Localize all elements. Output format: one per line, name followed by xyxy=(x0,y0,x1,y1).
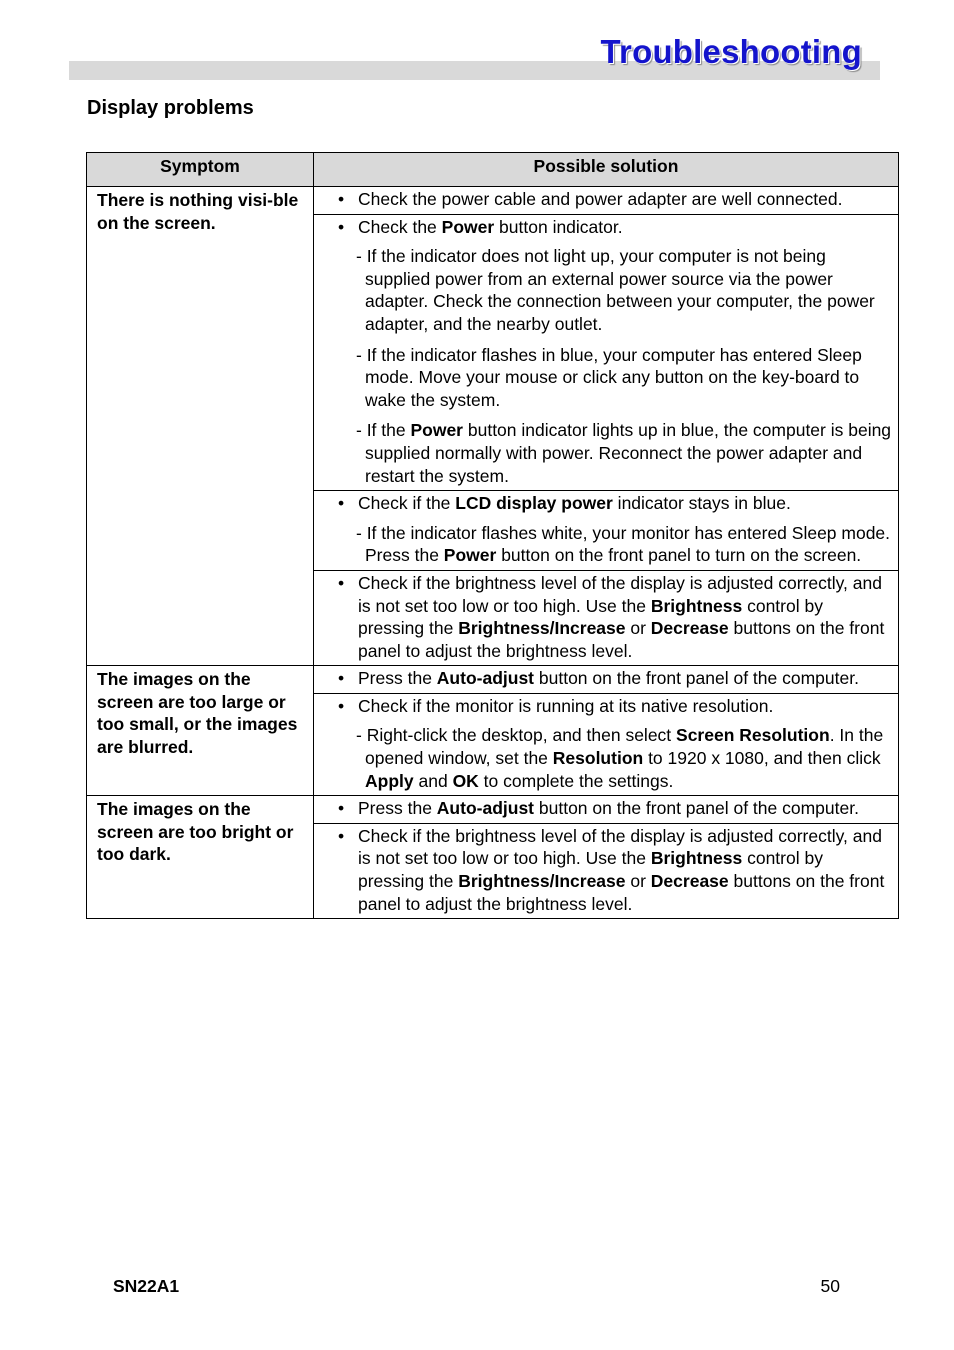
bold-term: Auto-adjust xyxy=(436,798,535,819)
solution-bullet xyxy=(337,492,892,515)
text-run: button on the front panel of the computer. xyxy=(534,798,859,819)
text-run: indicator stays in blue. xyxy=(612,493,791,514)
table-row xyxy=(87,187,899,215)
page-number: 50 xyxy=(820,1276,840,1296)
text-run: control by pressing the xyxy=(358,848,823,892)
solution-bullet xyxy=(337,797,892,820)
text-run: button indicator lights up in blue, the computer is being supplied normally with power. Reconnect the power adapter and restart the system. xyxy=(365,420,892,486)
text-run: - If the xyxy=(356,420,411,441)
bold-term: Brightness xyxy=(650,595,743,616)
text-run: button on the front panel of the computer. xyxy=(534,668,859,689)
troubleshooting-table xyxy=(86,152,899,919)
section-title: Display problems xyxy=(87,97,254,119)
solution-cell xyxy=(314,666,899,694)
text-run: buttons on the front panel to adjust the brightness level. xyxy=(358,618,885,661)
text-run: to complete the settings. xyxy=(478,770,674,791)
column-header-solution: Possible solution xyxy=(314,153,899,187)
table-row xyxy=(87,666,899,694)
table-row xyxy=(87,796,899,824)
bold-term: Power xyxy=(410,420,463,441)
bold-term: Screen Resolution xyxy=(676,725,830,746)
bold-term: Brightness/Increase xyxy=(458,618,626,639)
text-run: Check if the brightness level of the display is adjusted correctly, and is not set too low or too high. Use the xyxy=(358,572,882,616)
solution-cell xyxy=(314,823,899,918)
bold-term: Decrease xyxy=(650,871,729,892)
table-header-row xyxy=(87,153,899,187)
text-run: button on the front panel to turn on the screen. xyxy=(496,545,862,566)
solution-detail xyxy=(356,344,892,412)
solution-detail xyxy=(356,724,892,792)
text-run: buttons on the front panel to adjust the brightness level. xyxy=(358,871,885,914)
table-body xyxy=(87,187,899,919)
solution-cell xyxy=(314,187,899,215)
text-run: - If the indicator flashes white, your monitor has entered Sleep mode. Press the xyxy=(356,522,891,566)
text-run: Check if the brightness level of the display is adjusted correctly, and is not set too low or too high. Use the xyxy=(358,825,882,869)
solution-cell xyxy=(314,796,899,824)
text-run: or xyxy=(625,618,651,639)
text-run: and xyxy=(413,770,453,791)
bold-term: Auto-adjust xyxy=(436,668,535,689)
bold-term: LCD display power xyxy=(455,493,613,514)
page-title: Troubleshooting xyxy=(600,33,862,70)
model-number: SN22A1 xyxy=(113,1276,180,1296)
text-run: to 1920 x 1080, and then click xyxy=(643,748,881,769)
text-run: - If the indicator flashes in blue, your computer has entered Sleep mode. Move your mouse or click any button on the key-board to wake the system. xyxy=(356,344,862,410)
text-run: Press the xyxy=(358,668,437,689)
bold-term: OK xyxy=(452,770,479,791)
bold-term: Apply xyxy=(365,770,414,791)
solution-bullet xyxy=(337,825,892,915)
solution-cell xyxy=(314,693,899,795)
symptom-cell: There is nothing visi-ble on the screen. xyxy=(87,187,314,666)
text-run: Check the power cable and power adapter are well connected. xyxy=(358,189,843,209)
text-run: Check if the monitor is running at its native resolution. xyxy=(358,695,774,716)
bold-term: Power xyxy=(441,216,495,237)
solution-bullet xyxy=(337,188,892,211)
text-run: - If the indicator does not light up, your computer is not being supplied power from an external power source via the power adapter. Check the connection between your computer, the power adapter, and the nearby outlet. xyxy=(356,246,875,334)
text-run: Press the xyxy=(358,798,437,819)
text-run: button indicator. xyxy=(494,216,623,237)
text-run: or xyxy=(625,871,651,892)
solution-cell xyxy=(314,214,899,491)
bold-term: Decrease xyxy=(650,618,729,639)
bold-term: Resolution xyxy=(552,748,644,769)
solution-bullet xyxy=(337,216,892,239)
solution-bullet xyxy=(337,695,892,718)
solution-detail xyxy=(356,419,892,487)
solution-cell xyxy=(314,570,899,665)
symptom-cell: The images on the screen are too large or too small, or the images are blurred. xyxy=(87,666,314,796)
solution-bullet xyxy=(337,667,892,690)
bold-term: Power xyxy=(443,545,497,566)
column-header-symptom: Symptom xyxy=(87,153,314,187)
text-run: Check the xyxy=(358,216,442,237)
solution-detail xyxy=(356,522,892,567)
text-run: . In the opened window, set the xyxy=(365,725,884,769)
text-run: control by pressing the xyxy=(358,595,823,639)
bold-term: Brightness xyxy=(650,848,743,869)
solution-bullet xyxy=(337,572,892,662)
bold-term: Brightness/Increase xyxy=(458,871,626,892)
solution-cell xyxy=(314,491,899,571)
symptom-cell: The images on the screen are too bright or too dark. xyxy=(87,796,314,919)
text-run: Check if the xyxy=(358,493,456,514)
solution-detail xyxy=(356,245,892,335)
text-run: - Right-click the desktop, and then select xyxy=(356,725,677,746)
